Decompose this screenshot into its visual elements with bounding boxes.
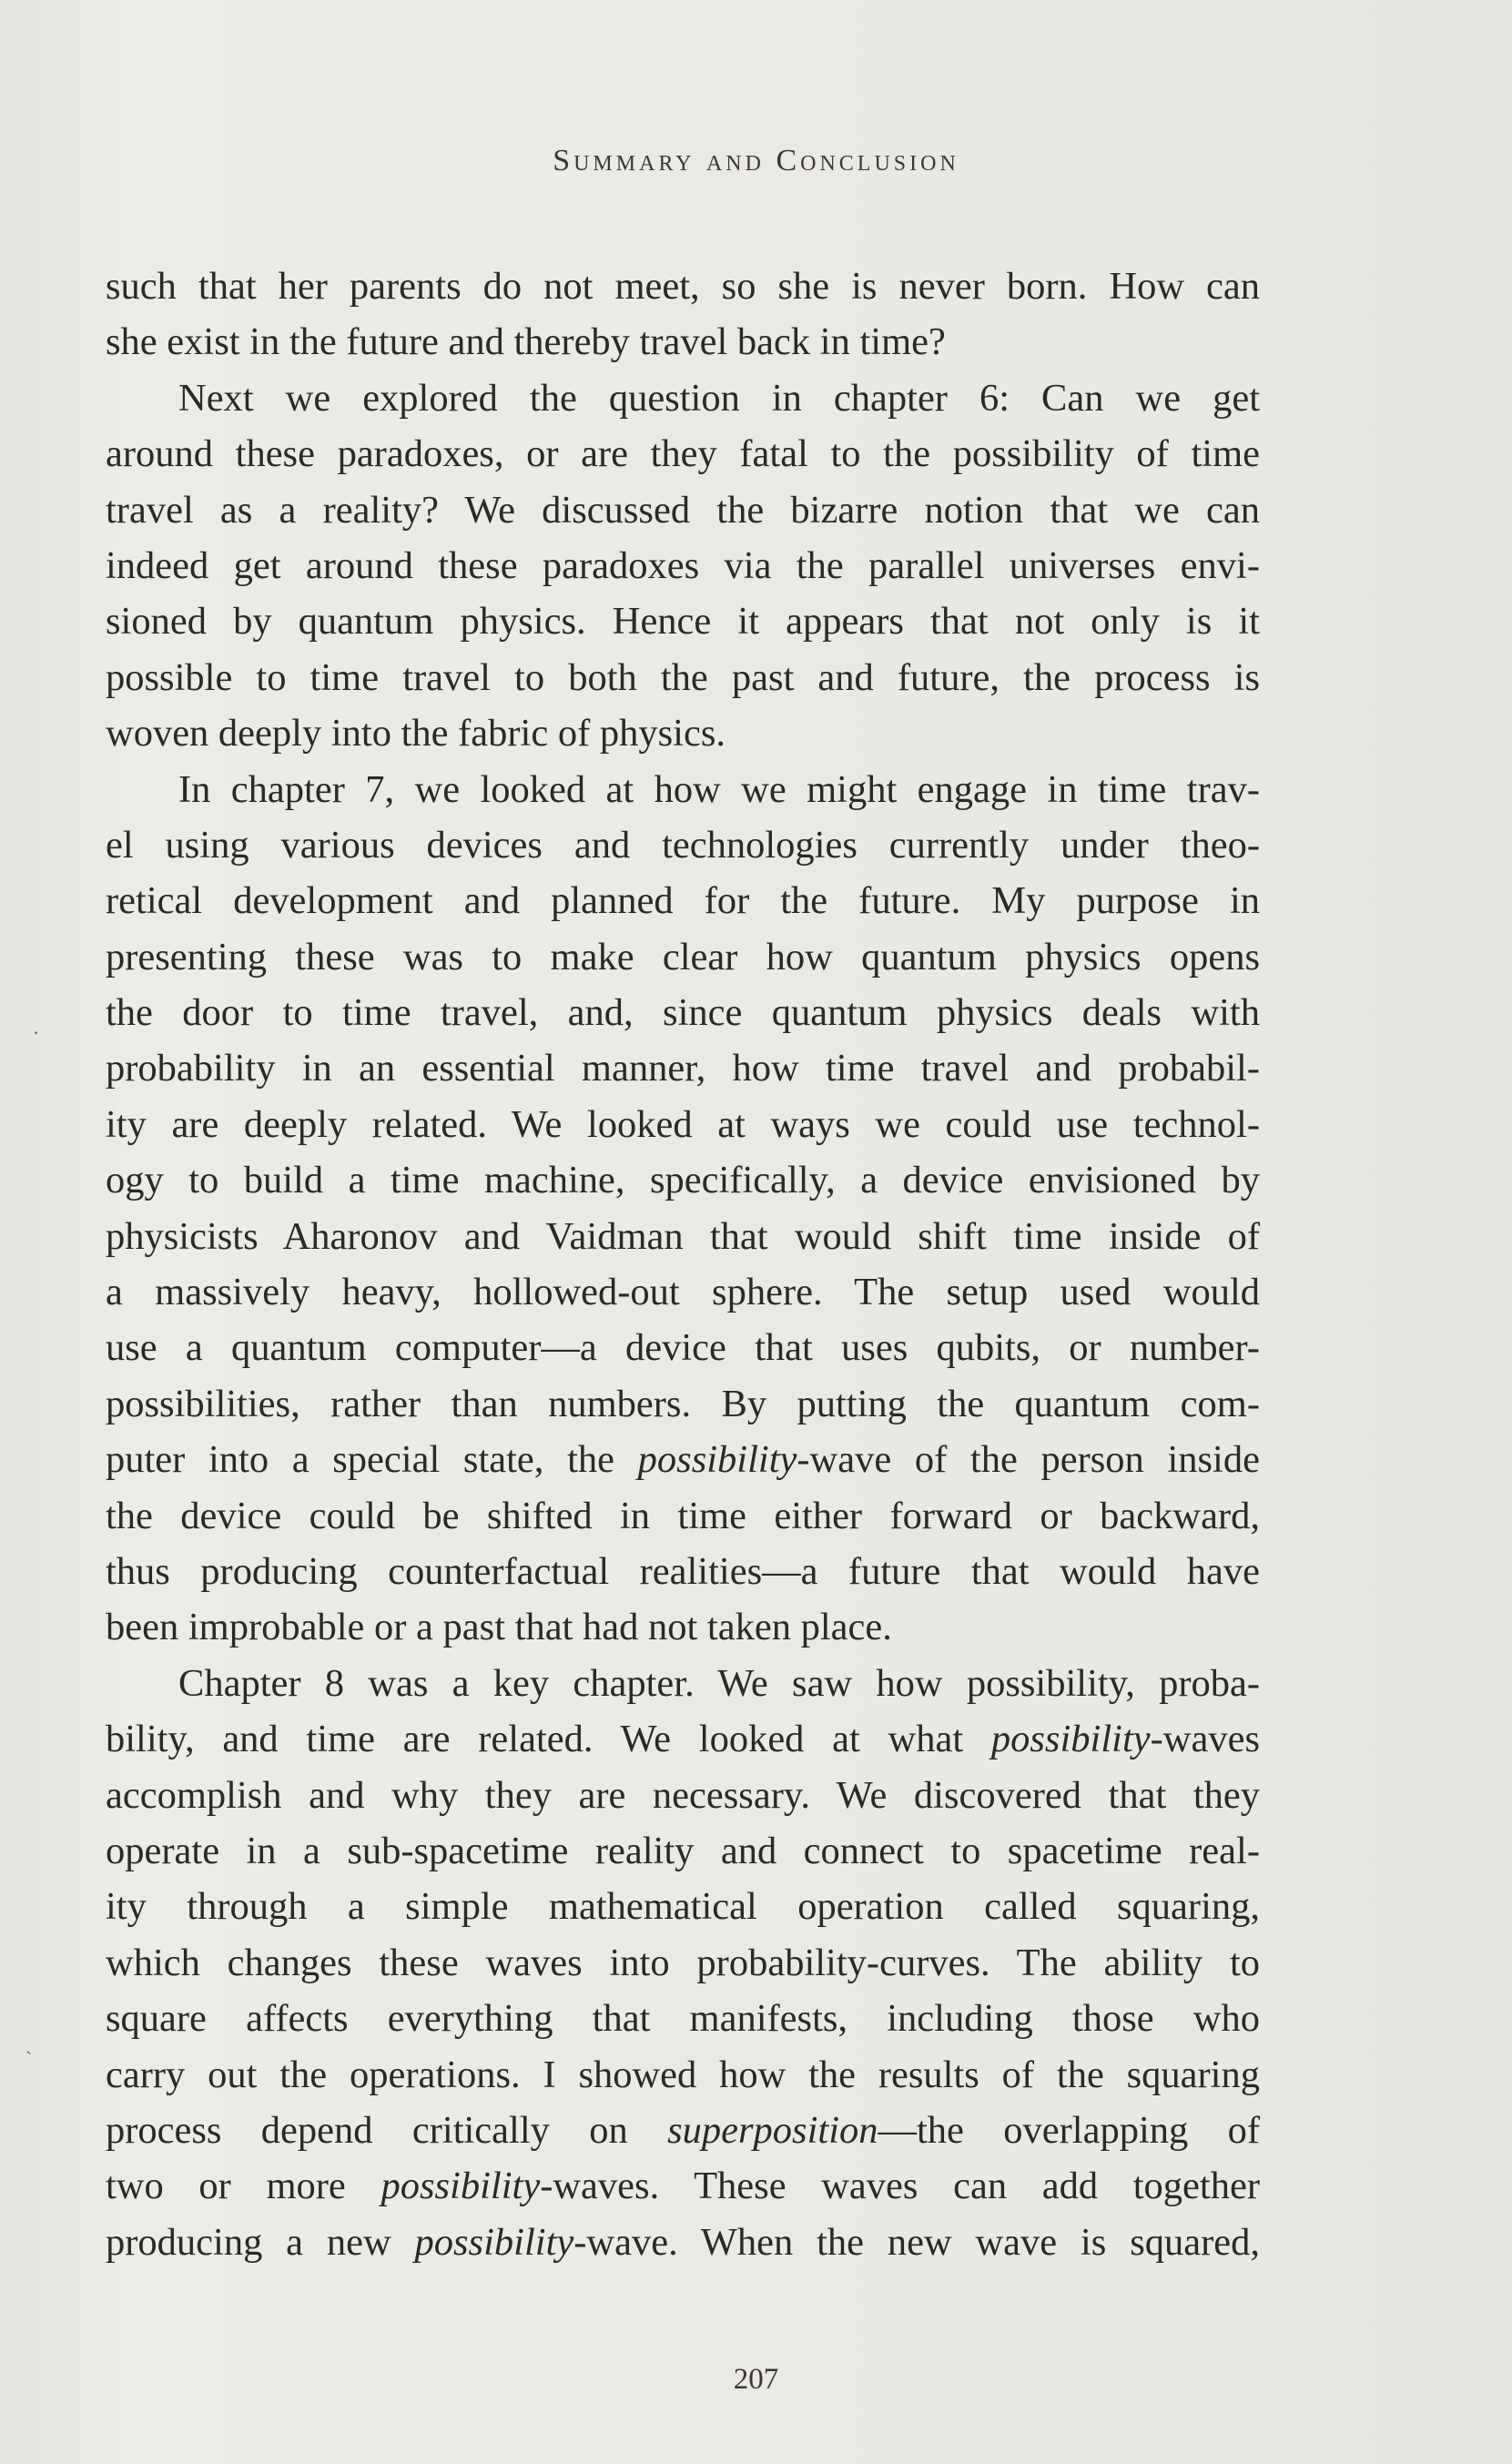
text-line (106, 1209, 1260, 1264)
line-text: she exist in the future and thereby travel back in time? (106, 320, 946, 364)
text-line (106, 1376, 1260, 1432)
line-text: such that her parents do not meet, so she is never born. How can (106, 265, 1260, 308)
line-text: which changes these waves into probability-curves. The ability to (106, 1941, 1260, 1984)
line-text: producing a new (106, 2220, 415, 2264)
line-text: bility, and time are related. We looked at what (106, 1718, 991, 1761)
line-text: ity are deeply related. We looked at ways we could use technol- (106, 1102, 1260, 1146)
line-text: use a quantum computer—a device that uses qubits, or number- (106, 1326, 1260, 1370)
line-text: a massively heavy, hollowed-out sphere. The setup used would (106, 1271, 1260, 1314)
text-line (106, 538, 1260, 593)
text-line (106, 259, 1260, 314)
line-text: possibilities, rather than numbers. By putting the quantum com- (106, 1382, 1260, 1425)
text-line (106, 1040, 1260, 1096)
line-text: Chapter 8 was a key chapter. We saw how possibility, proba- (178, 1661, 1260, 1705)
text-line (106, 762, 1260, 817)
text-line (106, 929, 1260, 985)
text-line (106, 1320, 1260, 1375)
text-line (106, 2215, 1260, 2270)
line-text: carry out the operations. I showed how the results of the squaring (106, 2053, 1260, 2096)
text-line (106, 593, 1260, 649)
margin-tick-mark: ˎ (25, 2032, 33, 2054)
line-text: operate in a sub-spacetime reality and connect to spacetime real- (106, 1829, 1260, 1872)
text-line (106, 1823, 1260, 1879)
page-number: 207 (733, 2363, 779, 2396)
italic-term: superposition (667, 2108, 878, 2152)
line-text: -wave. When the new wave is squared, (573, 2220, 1260, 2264)
running-head: Summary and Conclusion (553, 144, 959, 177)
text-line (106, 1768, 1260, 1823)
text-line (106, 1711, 1260, 1767)
text-line (106, 1152, 1260, 1208)
line-text: ity through a simple mathematical operation called squaring, (106, 1885, 1260, 1929)
text-line (106, 2047, 1260, 2103)
line-text: sioned by quantum physics. Hence it appears that not only is it (106, 600, 1260, 644)
line-text: Next we explored the question in chapter 6: Can we get (178, 376, 1260, 420)
text-line (106, 1991, 1260, 2046)
line-text: the door to time travel, and, since quantum physics deals with (106, 991, 1260, 1035)
text-line (106, 985, 1260, 1040)
line-text: thus producing counterfactual realities—a future that would have (106, 1549, 1260, 1593)
line-text: possible to time travel to both the past and future, the process is (106, 655, 1260, 699)
line-text: el using various devices and technologies currently under theo- (106, 823, 1260, 867)
text-line (106, 817, 1260, 873)
text-line (106, 370, 1260, 426)
text-line (106, 1935, 1260, 1991)
line-text: -waves. These waves can add together (540, 2165, 1260, 2208)
line-text: square affects everything that manifests, including those who (106, 1997, 1260, 2041)
line-text: indeed get around these paradoxes via the parallel universes envi- (106, 543, 1260, 587)
line-text: puter into a special state, the (106, 1438, 638, 1482)
text-line (106, 1656, 1260, 1711)
line-text: presenting these was to make clear how quantum physics opens (106, 935, 1260, 979)
line-text: been improbable or a past that had not taken place. (106, 1606, 892, 1649)
italic-term: possibility (414, 2220, 574, 2264)
text-line (106, 1432, 1260, 1487)
line-text: physicists Aharonov and Vaidman that would shift time inside of (106, 1214, 1260, 1258)
line-text: probability in an essential manner, how time travel and probabil- (106, 1047, 1260, 1090)
text-line (106, 1879, 1260, 1934)
line-text: around these paradoxes, or are they fatal to the possibility of time (106, 432, 1260, 476)
text-line (106, 482, 1260, 538)
text-line (106, 650, 1260, 705)
line-text: -wave of the person inside (797, 1438, 1260, 1482)
text-line (106, 1488, 1260, 1544)
text-line (106, 1544, 1260, 1599)
text-line (106, 1264, 1260, 1320)
line-text: travel as a reality? We discussed the bizarre notion that we can (106, 488, 1260, 532)
text-line (106, 705, 1260, 761)
line-text: -waves (1150, 1718, 1260, 1761)
line-text: the device could be shifted in time either forward or backward, (106, 1494, 1260, 1537)
text-line (106, 426, 1260, 482)
body-text (106, 259, 1260, 2270)
line-text: accomplish and why they are necessary. We discovered that they (106, 1773, 1260, 1817)
line-text: woven deeply into the fabric of physics. (106, 712, 726, 755)
line-text: process depend critically on (106, 2108, 668, 2152)
text-line (106, 2158, 1260, 2214)
margin-tick-mark: · (33, 1021, 40, 1044)
line-text: ogy to build a time machine, specifically, a device envisioned by (106, 1159, 1260, 1202)
italic-term: possibility (637, 1438, 797, 1482)
line-text: In chapter 7, we looked at how we might engage in time trav- (178, 767, 1260, 811)
text-line (106, 314, 1260, 370)
line-text: —the overlapping of (878, 2108, 1261, 2152)
text-line (106, 2103, 1260, 2158)
text-line (106, 1599, 1260, 1655)
text-line (106, 873, 1260, 928)
italic-term: possibility (990, 1718, 1151, 1761)
line-text: two or more (106, 2165, 381, 2208)
italic-term: possibility (381, 2165, 541, 2208)
line-text: retical development and planned for the future. My purpose in (106, 879, 1260, 923)
text-line (106, 1097, 1260, 1152)
